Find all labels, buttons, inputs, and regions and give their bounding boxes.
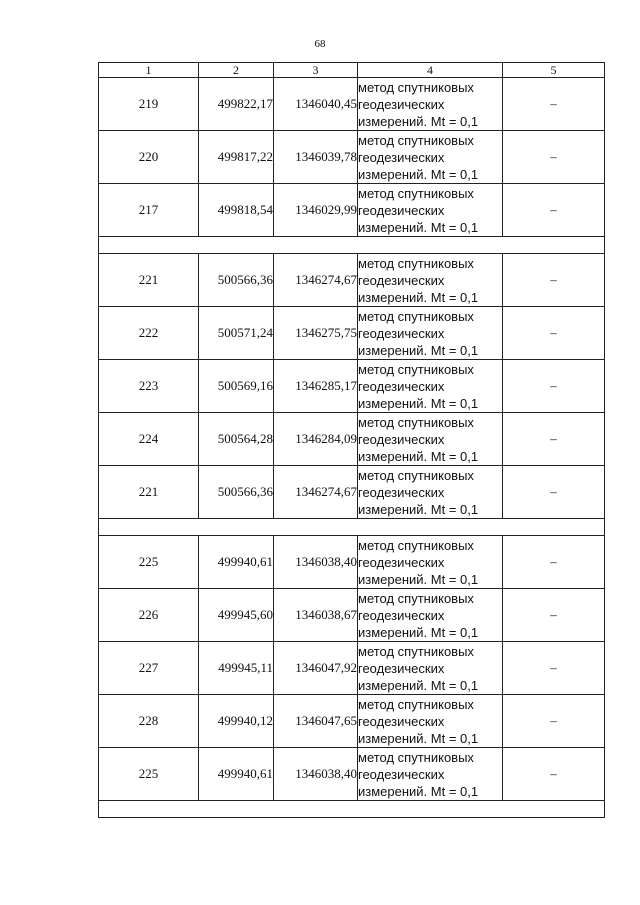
method-line: измерений. Mt = 0,1	[358, 166, 479, 182]
point-number-cell: 225	[99, 536, 199, 589]
x-coordinate-cell: 499818,54	[199, 184, 274, 237]
method-line: измерений. Mt = 0,1	[358, 677, 479, 693]
x-coordinate-cell: 500566,36	[199, 466, 274, 519]
x-coordinate-cell: 500566,36	[199, 254, 274, 307]
table-row	[99, 78, 605, 131]
x-coordinate-cell: 499945,11	[199, 642, 274, 695]
point-number-cell: 228	[99, 695, 199, 748]
y-coordinate-cell: 1346284,09	[274, 413, 358, 466]
note-cell: –	[503, 360, 605, 413]
header-cell-5: 5	[503, 63, 605, 78]
x-coordinate-cell: 500571,24	[199, 307, 274, 360]
method-line: измерений. Mt = 0,1	[358, 448, 479, 464]
x-coordinate-cell: 499817,22	[199, 131, 274, 184]
method-line: геодезических	[358, 660, 445, 676]
method-line: метод спутниковых	[358, 696, 474, 712]
method-line: метод спутниковых	[358, 467, 474, 483]
method-cell	[358, 536, 503, 589]
method-line: измерений. Mt = 0,1	[358, 395, 479, 411]
table-row	[99, 466, 605, 519]
header-cell-2: 2	[199, 63, 274, 78]
method-line: метод спутниковых	[358, 537, 474, 553]
header-cell-3: 3	[274, 63, 358, 78]
header-cell-1: 1	[99, 63, 199, 78]
method-cell	[358, 748, 503, 801]
method-line: метод спутниковых	[358, 749, 474, 765]
y-coordinate-cell: 1346038,40	[274, 536, 358, 589]
point-number-cell: 217	[99, 184, 199, 237]
method-line: измерений. Mt = 0,1	[358, 730, 479, 746]
point-number-cell: 224	[99, 413, 199, 466]
y-coordinate-cell: 1346038,40	[274, 748, 358, 801]
table-row	[99, 360, 605, 413]
separator-cell	[99, 237, 605, 254]
y-coordinate-cell: 1346285,17	[274, 360, 358, 413]
table-header-row	[99, 63, 605, 78]
point-number-cell: 227	[99, 642, 199, 695]
point-number-cell: 225	[99, 748, 199, 801]
note-cell: –	[503, 78, 605, 131]
page-number: 68	[314, 38, 326, 50]
method-line: метод спутниковых	[358, 79, 474, 95]
y-coordinate-cell: 1346047,65	[274, 695, 358, 748]
x-coordinate-cell: 500564,28	[199, 413, 274, 466]
method-line: геодезических	[358, 431, 445, 447]
note-cell: –	[503, 254, 605, 307]
method-line: измерений. Mt = 0,1	[358, 501, 479, 517]
method-cell	[358, 695, 503, 748]
method-line: измерений. Mt = 0,1	[358, 571, 479, 587]
point-number-cell: 221	[99, 254, 199, 307]
separator-cell	[99, 519, 605, 536]
method-line: геодезических	[358, 766, 445, 782]
method-cell	[358, 360, 503, 413]
method-cell	[358, 254, 503, 307]
method-line: геодезических	[358, 272, 445, 288]
x-coordinate-cell: 500569,16	[199, 360, 274, 413]
point-number-cell: 222	[99, 307, 199, 360]
table-row	[99, 131, 605, 184]
x-coordinate-cell: 499940,61	[199, 748, 274, 801]
point-number-cell: 223	[99, 360, 199, 413]
method-line: метод спутниковых	[358, 590, 474, 606]
method-cell	[358, 589, 503, 642]
table-row	[99, 589, 605, 642]
x-coordinate-cell: 499822,17	[199, 78, 274, 131]
method-line: геодезических	[358, 149, 445, 165]
y-coordinate-cell: 1346039,78	[274, 131, 358, 184]
coordinates-table	[98, 62, 605, 818]
table-row	[99, 642, 605, 695]
method-line: метод спутниковых	[358, 308, 474, 324]
method-line: метод спутниковых	[358, 361, 474, 377]
table-body	[99, 63, 605, 818]
point-number-cell: 219	[99, 78, 199, 131]
method-line: метод спутниковых	[358, 414, 474, 430]
note-cell: –	[503, 536, 605, 589]
method-line: метод спутниковых	[358, 185, 474, 201]
header-cell-4: 4	[358, 63, 503, 78]
y-coordinate-cell: 1346274,67	[274, 466, 358, 519]
table-row	[99, 748, 605, 801]
method-cell	[358, 78, 503, 131]
table-row	[99, 307, 605, 360]
method-line: геодезических	[358, 554, 445, 570]
y-coordinate-cell: 1346274,67	[274, 254, 358, 307]
note-cell: –	[503, 307, 605, 360]
method-cell	[358, 413, 503, 466]
point-number-cell: 221	[99, 466, 199, 519]
group-separator-row	[99, 237, 605, 254]
note-cell: –	[503, 184, 605, 237]
note-cell: –	[503, 131, 605, 184]
x-coordinate-cell: 499940,12	[199, 695, 274, 748]
x-coordinate-cell: 499940,61	[199, 536, 274, 589]
separator-cell	[99, 801, 605, 818]
note-cell: –	[503, 589, 605, 642]
y-coordinate-cell: 1346275,75	[274, 307, 358, 360]
note-cell: –	[503, 466, 605, 519]
note-cell: –	[503, 413, 605, 466]
point-number-cell: 226	[99, 589, 199, 642]
note-cell: –	[503, 642, 605, 695]
method-line: измерений. Mt = 0,1	[358, 624, 479, 640]
method-line: метод спутниковых	[358, 255, 474, 271]
table-row	[99, 413, 605, 466]
method-line: метод спутниковых	[358, 643, 474, 659]
method-line: геодезических	[358, 713, 445, 729]
table-row	[99, 536, 605, 589]
method-line: измерений. Mt = 0,1	[358, 113, 479, 129]
method-line: геодезических	[358, 378, 445, 394]
method-line: измерений. Mt = 0,1	[358, 783, 479, 799]
group-separator-row	[99, 801, 605, 818]
y-coordinate-cell: 1346038,67	[274, 589, 358, 642]
table-row	[99, 695, 605, 748]
note-cell: –	[503, 695, 605, 748]
x-coordinate-cell: 499945,60	[199, 589, 274, 642]
method-cell	[358, 642, 503, 695]
group-separator-row	[99, 519, 605, 536]
method-line: измерений. Mt = 0,1	[358, 289, 479, 305]
method-line: геодезических	[358, 96, 445, 112]
method-line: геодезических	[358, 325, 445, 341]
method-cell	[358, 466, 503, 519]
method-line: геодезических	[358, 607, 445, 623]
method-line: метод спутниковых	[358, 132, 474, 148]
method-cell	[358, 307, 503, 360]
method-cell	[358, 184, 503, 237]
y-coordinate-cell: 1346029,99	[274, 184, 358, 237]
point-number-cell: 220	[99, 131, 199, 184]
y-coordinate-cell: 1346040,45	[274, 78, 358, 131]
table-row	[99, 254, 605, 307]
note-cell: –	[503, 748, 605, 801]
method-line: геодезических	[358, 202, 445, 218]
y-coordinate-cell: 1346047,92	[274, 642, 358, 695]
method-line: измерений. Mt = 0,1	[358, 342, 479, 358]
table-row	[99, 184, 605, 237]
method-line: измерений. Mt = 0,1	[358, 219, 479, 235]
method-cell	[358, 131, 503, 184]
method-line: геодезических	[358, 484, 445, 500]
